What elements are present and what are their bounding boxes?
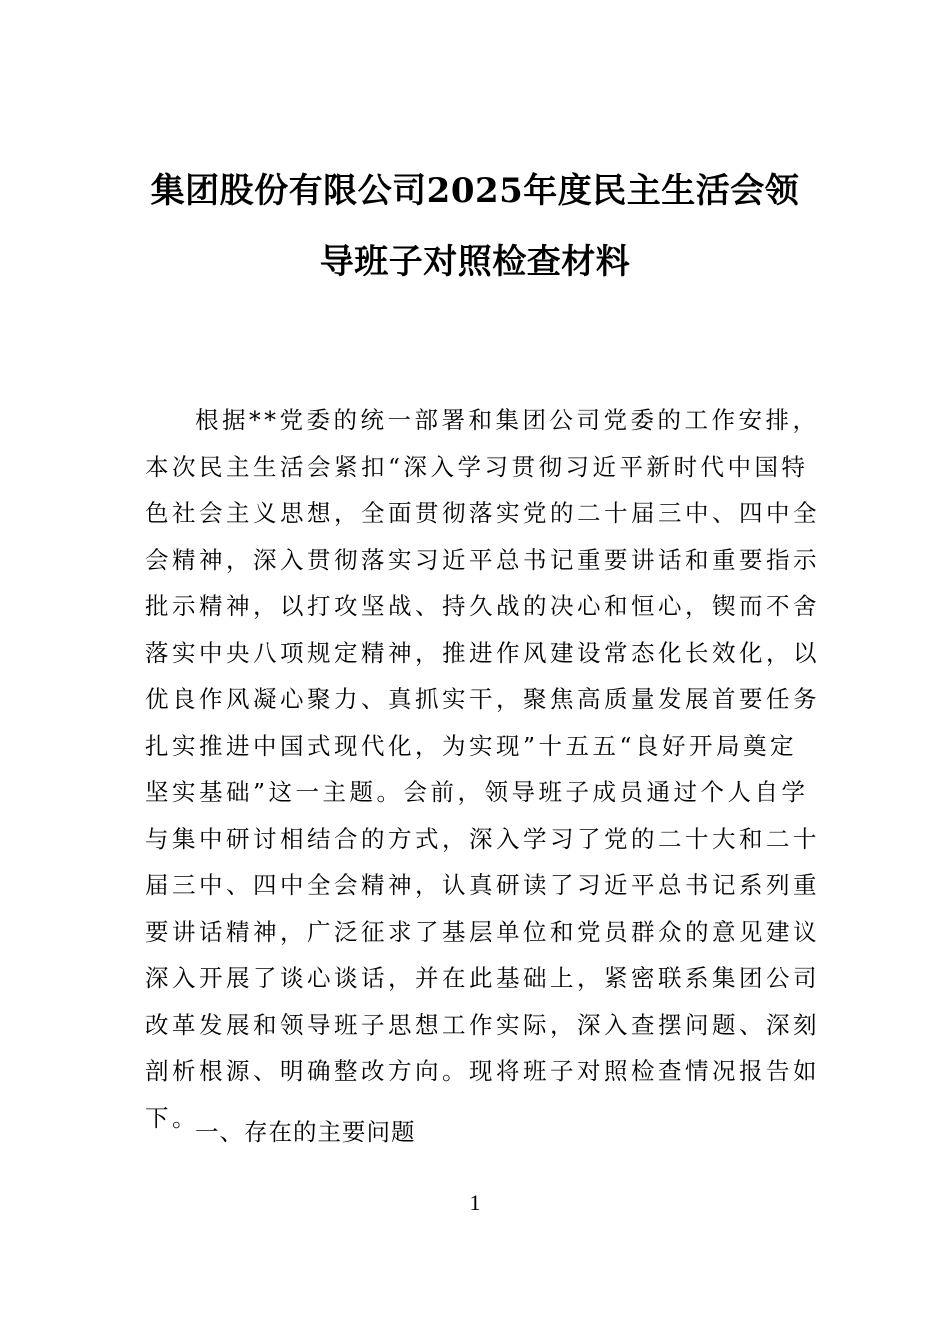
paragraph-line: 落实中央八项规定精神，推进作风建设常态化长效化，以	[145, 638, 820, 667]
paragraph-line: 下。	[145, 1103, 199, 1132]
paragraph-line: 要讲话精神，广泛征求了基层单位和党员群众的意见建议	[145, 917, 820, 946]
document-title-line-2: 导班子对照检查材料	[319, 242, 631, 282]
paragraph-line: 根据**党委的统一部署和集团公司党委的工作安排，	[195, 406, 820, 434]
paragraph-line: 改革发展和领导班子思想工作实际，深入查摆问题、深刻	[145, 1010, 820, 1039]
body-paragraph	[145, 397, 820, 1141]
paragraph-line: 坚实基础”这一主题。会前，领导班子成员通过个人自学	[145, 778, 809, 806]
paragraph-line: 会精神，深入贯彻落实习近平总书记重要讲话和重要指示	[145, 545, 820, 574]
section-heading: 一、存在的主要问题	[195, 1118, 416, 1146]
paragraph-line: 届三中、四中全会精神，认真研读了习近平总书记系列重	[145, 871, 820, 899]
paragraph-line: 剖析根源、明确整改方向。现将班子对照检查情况报告如	[145, 1057, 820, 1085]
paragraph-line: 批示精神，以打攻坚战、持久战的决心和恒心，锲而不舍	[145, 592, 820, 620]
paragraph-line: 扎实推进中国式现代化，为实现”十五五“良好开局奠定	[145, 731, 798, 760]
paragraph-line: 本次民主生活会紧扣“深入学习贯彻习近平新时代中国特	[145, 452, 809, 481]
paragraph-line: 优良作风凝心聚力、真抓实干，聚焦高质量发展首要任务	[145, 685, 820, 713]
document-title-line-1: 集团股份有限公司2025年度民主生活会领	[150, 171, 800, 211]
page-number: 1	[469, 1190, 481, 1215]
paragraph-line: 深入开展了谈心谈话，并在此基础上，紧密联系集团公司	[145, 964, 820, 992]
paragraph-line: 色社会主义思想，全面贯彻落实党的二十届三中、四中全	[145, 499, 820, 527]
paragraph-line: 与集中研讨相结合的方式，深入学习了党的二十大和二十	[145, 824, 820, 853]
